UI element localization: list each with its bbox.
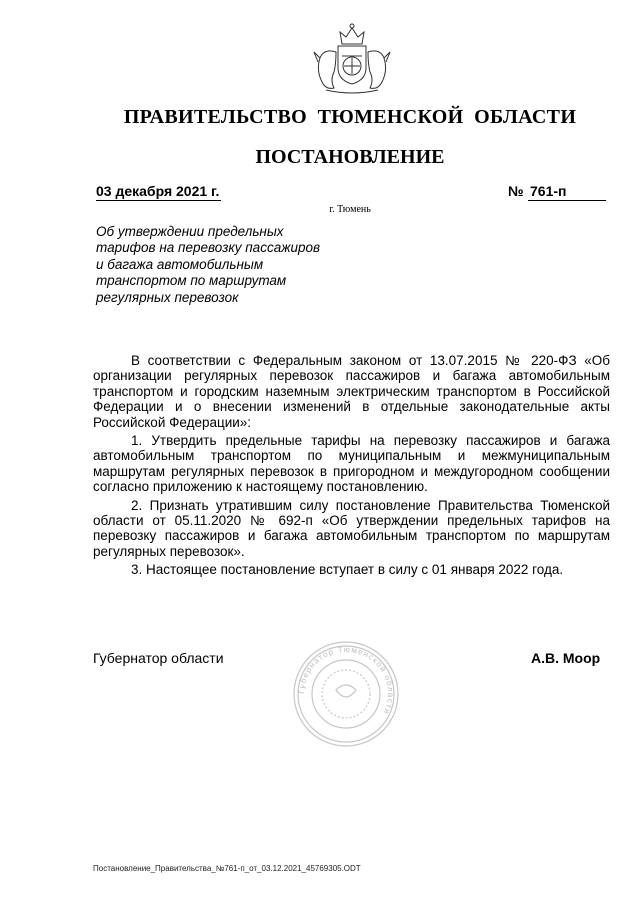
government-title: ПРАВИТЕЛЬСТВО ТЮМЕНСКОЙ ОБЛАСТИ [123, 106, 577, 128]
document-city: г. Тюмень [329, 204, 371, 215]
official-stamp [292, 640, 400, 748]
subject-line: транспортом по маршрутам [96, 273, 287, 289]
subject-line: тарифов на перевозку пассажиров [96, 240, 321, 256]
subject-line: и багажа автомобильным [96, 256, 264, 272]
body-item-3: 3. Настоящее постановление вступает в силу с 01 января 2022 года. [131, 562, 564, 578]
coat-of-arms-emblem [304, 22, 400, 96]
body-item-2: 2. Признать утратившим силу постановление Правительства Тюменской области от 05.11.2020 № 692-п «Об утверждении предельных тарифов на перевозку пассажиров и багажа автомобильным транспортом по маршрутам регулярных перевозок». [93, 497, 610, 559]
signatory-position: Губернатор области [93, 650, 224, 666]
document-date: 03 декабря 2021 г. [96, 183, 220, 199]
subject-line: регулярных перевозок [96, 289, 239, 305]
document-subject [96, 224, 346, 306]
stamp-text: Губернатор Тюменской области [296, 644, 396, 717]
subject-line: Об утверждении предельных [96, 224, 284, 239]
document-type-title: ПОСТАНОВЛЕНИЕ [255, 146, 445, 168]
document-filename: Постановление_Правительства_№761-п_от_03.12.2021_45769305.ODT [93, 864, 361, 873]
body-item-1: 1. Утвердить предельные тарифы на перевозку пассажиров и багажа автомобильным транспортом по муниципальным и межмуниципальным маршрутам регулярных перевозок в пригородном и междугородном сообщении согласно приложению к настоящему постановлению. [93, 433, 610, 495]
body-preamble: В соответствии с Федеральным законом от 13.07.2015 № 220-ФЗ «Об организации регулярных перевозок пассажиров и багажа автомобильным транспортом и городским наземным электрическим транспортом в Российской Федерации и о внесении изменений в отдельные законодательные акты Российской Федерации»: [93, 353, 610, 430]
document-number-label: № [508, 183, 524, 199]
signatory-name: А.В. Моор [531, 650, 601, 666]
document-number: 761-п [528, 183, 606, 201]
document-body [93, 353, 610, 581]
